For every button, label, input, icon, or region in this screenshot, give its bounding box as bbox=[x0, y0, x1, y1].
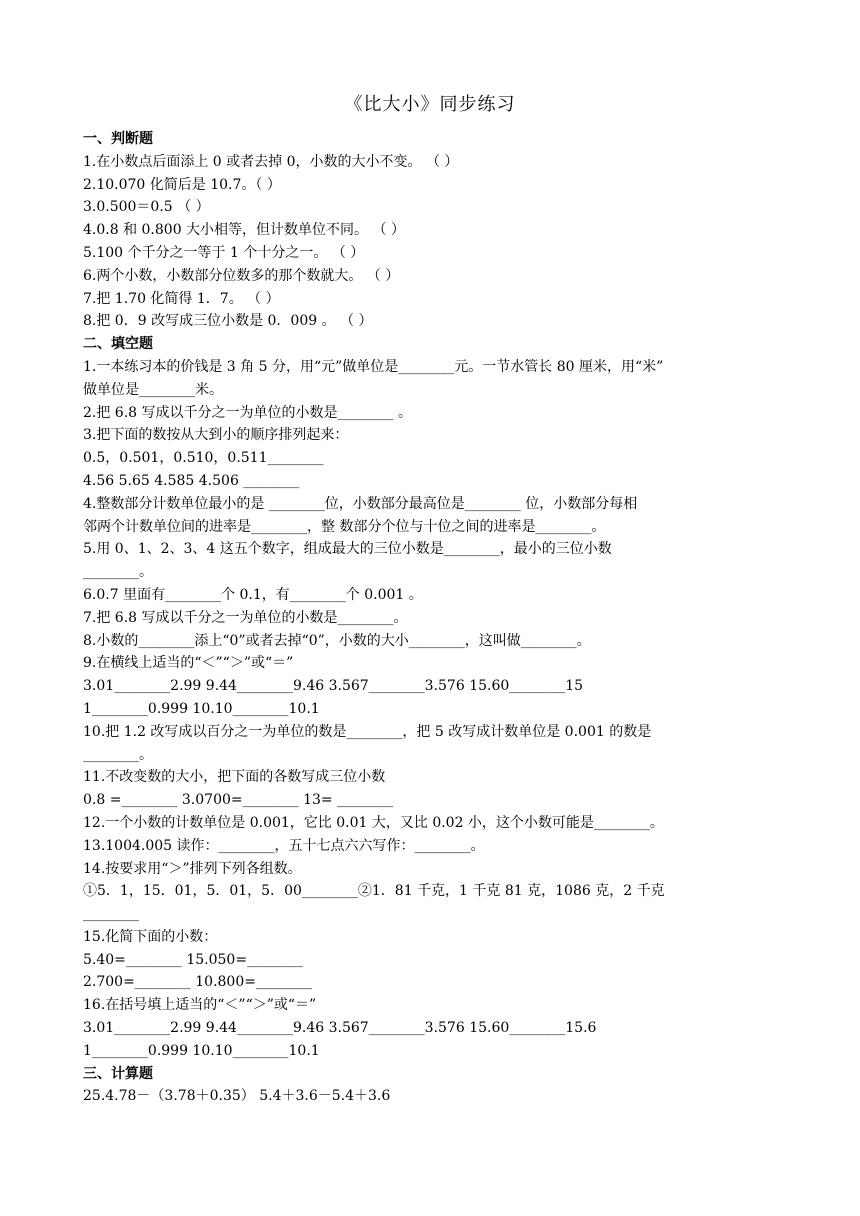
question-line: 5.用 0、1、2、3、4 这五个数字，组成最大的三位小数是________，最小的三位小数 bbox=[83, 541, 612, 558]
question-line: 9.在横线上适当的“＜”“＞”或“＝” bbox=[83, 655, 294, 672]
question-line: 3.01________2.99 9.44________9.46 3.567________3.576 15.60________15 bbox=[83, 678, 584, 695]
section-heading: 一、判断题 bbox=[83, 131, 153, 147]
question-line: 做单位是________米。 bbox=[83, 381, 223, 398]
question-line: 6.两个小数，小数部分位数多的那个数就大。 （ ） bbox=[83, 267, 400, 284]
question-line: 25.4.78－（3.78＋0.35） 5.4＋3.6－5.4＋3.6 bbox=[83, 1088, 391, 1105]
question-line: 3.01________2.99 9.44________9.46 3.567________3.576 15.60________15.6 bbox=[83, 1020, 597, 1037]
section-calculation bbox=[83, 1063, 783, 1109]
question-line: 7.把 6.8 写成以千分之一为单位的小数是________。 bbox=[83, 609, 408, 626]
question-line: 0.5，0.501，0.510，0.511________ bbox=[83, 450, 324, 467]
question-line: 5.100 个千分之一等于 1 个十分之一。 （ ） bbox=[83, 244, 365, 261]
question-line: 2.700=________ 10.800=________ bbox=[83, 974, 312, 991]
question-line: 16.在括号填上适当的“＜”“＞”或“＝” bbox=[83, 997, 317, 1014]
question-line: 2.把 6.8 写成以千分之一为单位的小数是________ 。 bbox=[83, 404, 412, 421]
question-line: 0.8 =________ 3.0700=________ 13= ________ bbox=[83, 792, 394, 809]
question-line: 4.56 5.65 4.585 4.506 ________ bbox=[83, 472, 300, 489]
question-line: 8.把 0．9 改写成三位小数是 0．009 。 （ ） bbox=[83, 313, 373, 330]
question-line: 14.按要求用“＞”排列下列各组数。 bbox=[83, 860, 302, 877]
question-line: 1.在小数点后面添上 0 或者去掉 0，小数的大小不变。 （ ） bbox=[83, 153, 459, 170]
question-line: 3.把下面的数按从大到小的顺序排列起来： bbox=[83, 427, 349, 444]
question-line: 1________0.999 10.10________10.1 bbox=[83, 700, 320, 717]
question-line: 5.40=________ 15.050=________ bbox=[83, 951, 304, 968]
section-heading: 三、计算题 bbox=[83, 1065, 153, 1082]
question-line: 1________0.999 10.10________10.1 bbox=[83, 1042, 320, 1059]
question-line: 4.整数部分计数单位最小的是 ________位，小数部分最高位是________ 位，小数部分每相 bbox=[83, 495, 638, 512]
section-true-false bbox=[83, 128, 783, 333]
section-heading: 二、填空题 bbox=[83, 336, 153, 353]
question-line: 12.一个小数的计数单位是 0.001，它比 0.01 大，又比 0.02 小，这个小数可能是________。 bbox=[83, 814, 664, 831]
page-title: 《比大小》同步练习 bbox=[344, 94, 516, 115]
question-line: 7.把 1.70 化简得 1．7。 （ ） bbox=[83, 290, 280, 307]
section-fill-in bbox=[83, 333, 783, 1063]
question-line: 6.0.7 里面有________个 0.1，有________个 0.001 。 bbox=[83, 586, 423, 603]
question-line: 13.1004.005 读作：________，五十七点六六写作：________。 bbox=[83, 837, 485, 854]
worksheet-content bbox=[83, 128, 783, 1108]
question-line: 15.化简下面的小数： bbox=[83, 928, 218, 945]
question-line: ________。 bbox=[83, 746, 153, 763]
question-line: ①5．1，15．01，5．01，5．00________②1．81 千克，1 千克 81 克，1086 克，2 千克 bbox=[83, 883, 665, 900]
question-line: 8.小数的________添上“0”或者去掉“0”，小数的大小________，这叫做________。 bbox=[83, 632, 591, 649]
question-line: 4.0.8 和 0.800 大小相等，但计数单位不同。 （ ） bbox=[83, 222, 405, 239]
question-line: 1.一本练习本的价钱是 3 角 5 分，用“元”做单位是________元。一节水管长 80 厘米，用“米” bbox=[83, 358, 664, 375]
question-line: 邻两个计数单位间的进率是________，整 数部分个位与十位之间的进率是________。 bbox=[83, 518, 606, 535]
question-line: 11.不改变数的大小，把下面的各数写成三位小数 bbox=[83, 769, 386, 786]
question-line: ________ bbox=[83, 906, 139, 923]
question-line: ________。 bbox=[83, 564, 153, 581]
question-line: 10.把 1.2 改写成以百分之一为单位的数是________，把 5 改写成计数单位是 0.001 的数是 bbox=[83, 723, 652, 740]
question-line: 2.10.070 化简后是 10.7。（ ） bbox=[83, 176, 281, 193]
question-line: 3.0.500＝0.5 （ ） bbox=[83, 199, 210, 216]
